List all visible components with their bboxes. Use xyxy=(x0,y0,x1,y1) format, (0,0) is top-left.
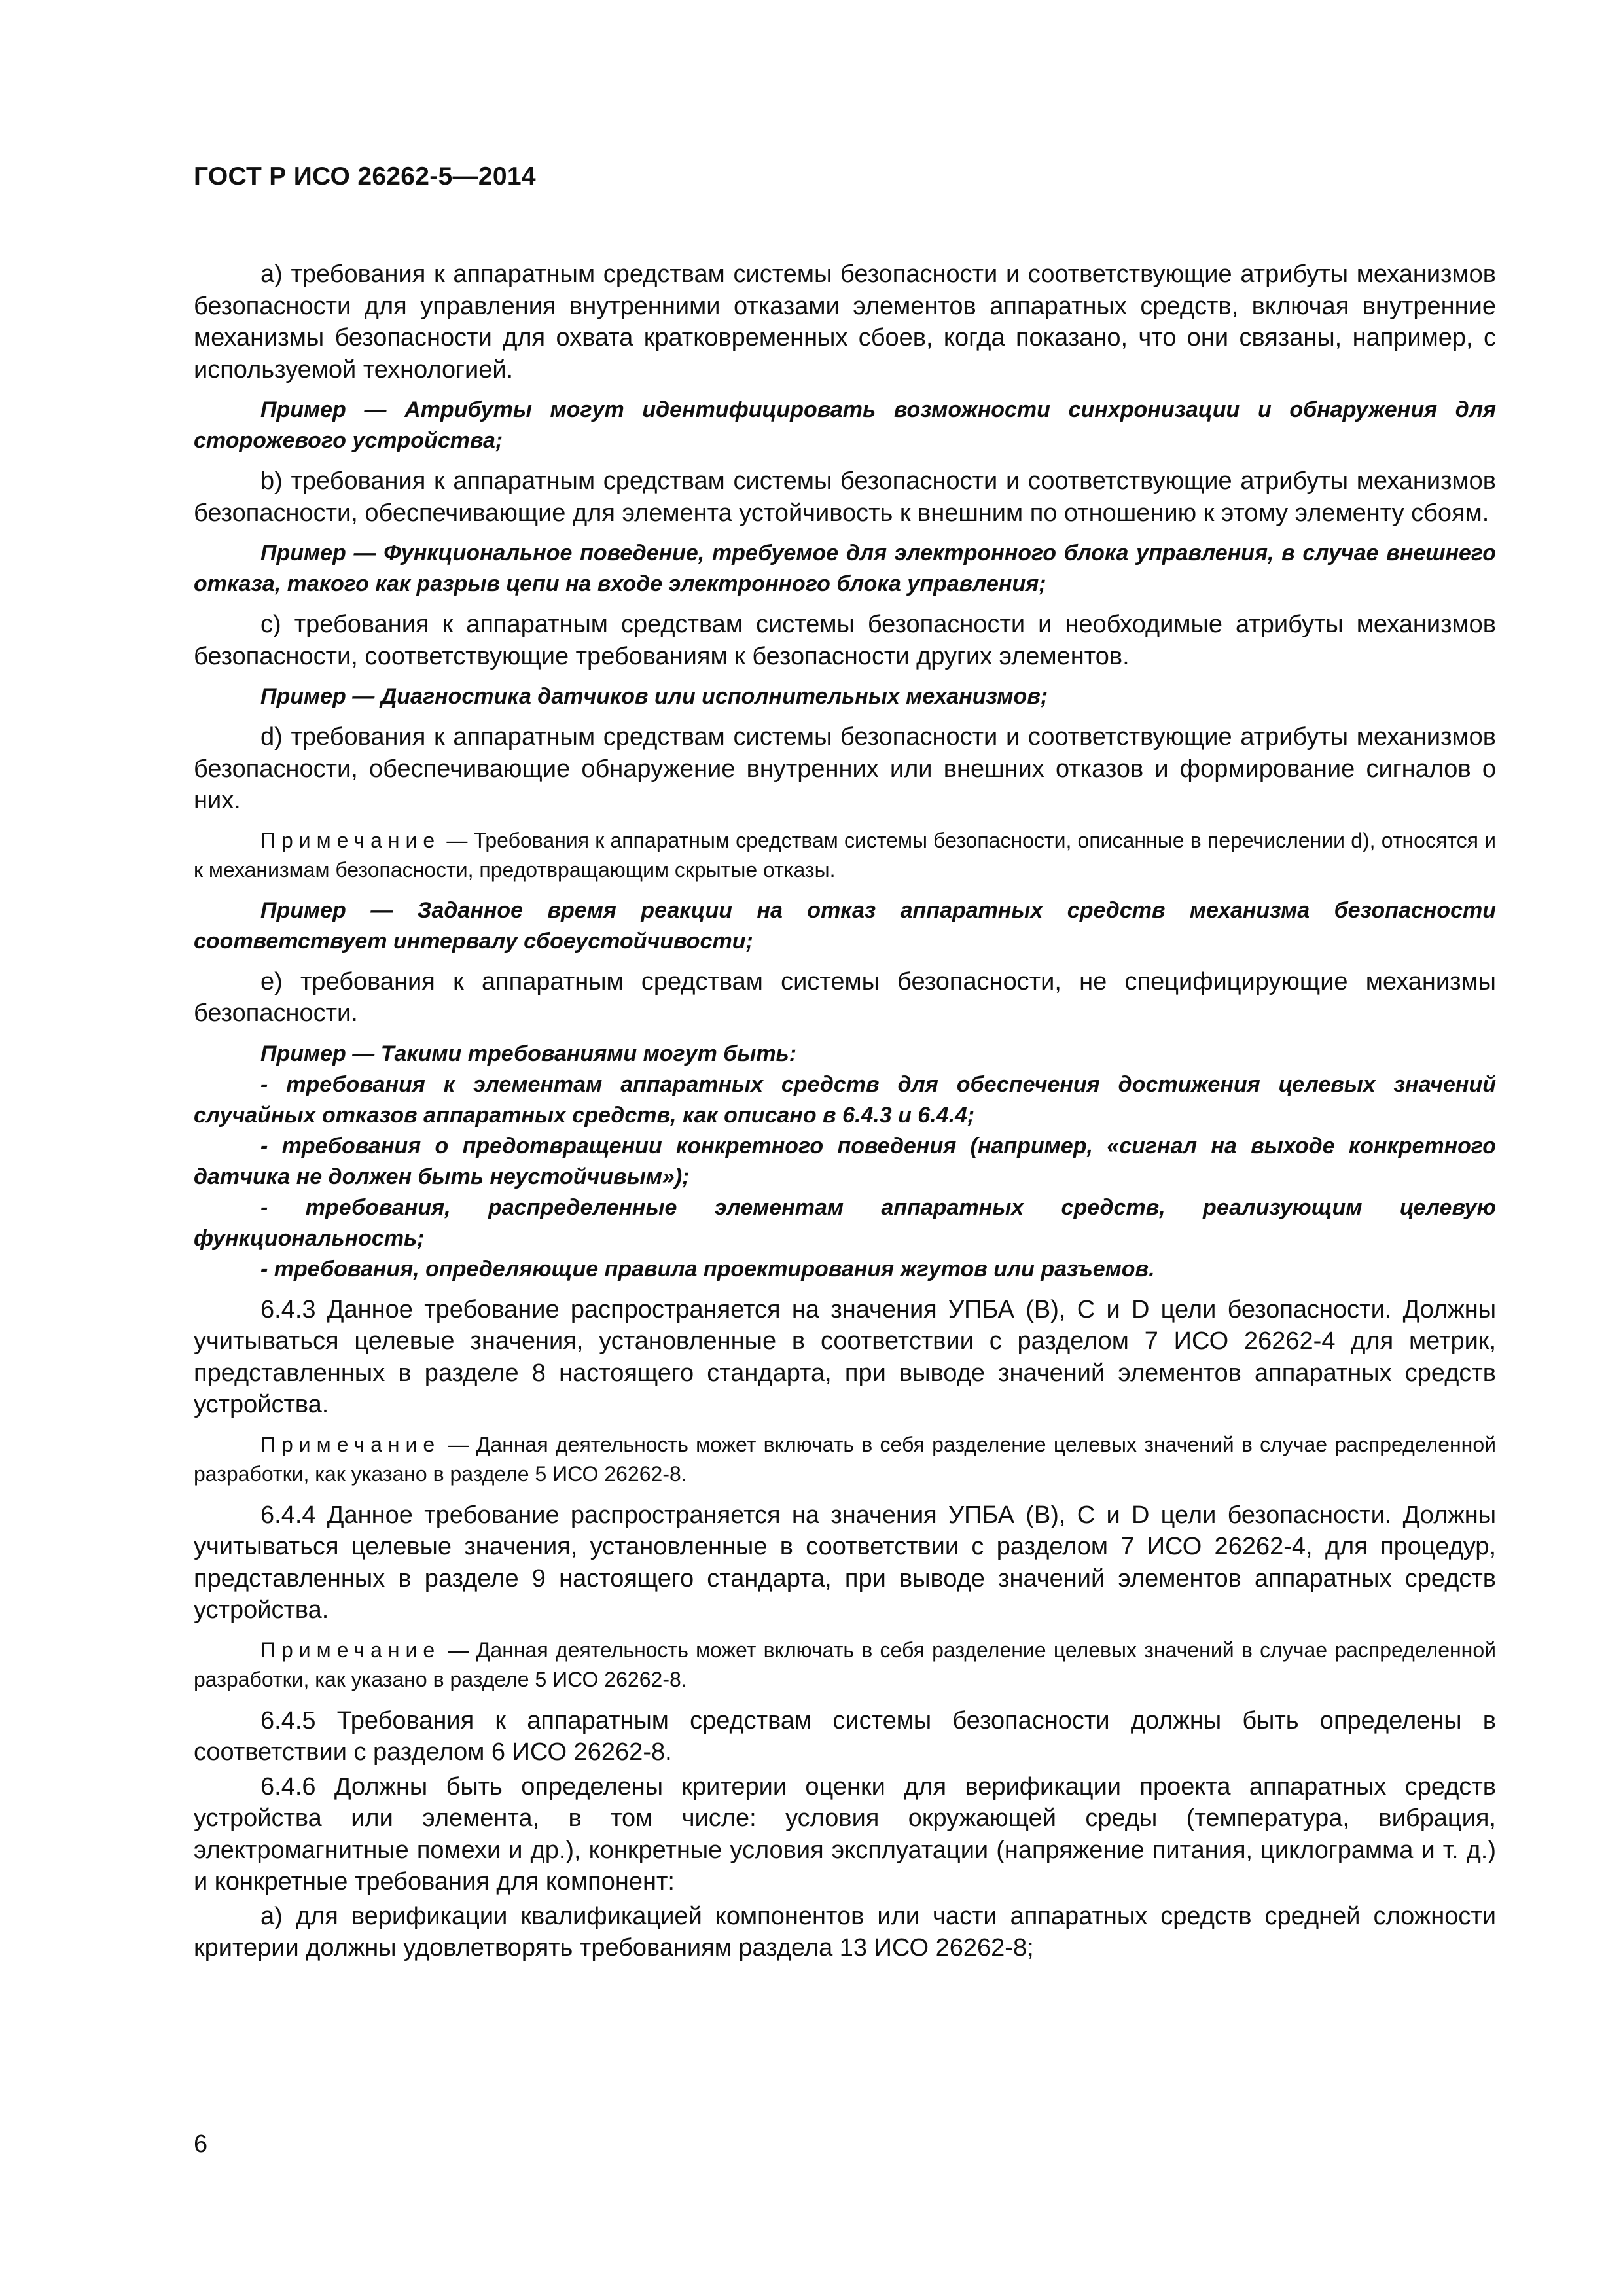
example-a: Пример — Атрибуты могут идентифицировать возможности синхронизации и обнаружения для сторожевого устройства; xyxy=(194,397,1496,453)
document-body xyxy=(194,259,1496,1973)
note-6-4-4 xyxy=(194,1636,1496,1695)
paragraph-b: b) требования к аппаратным средствам системы безопасности и соответствующие атрибуты механизмов безопасности, обеспечивающие для элемента устойчивость к внешним по отношению к этому элементу сбоям. xyxy=(194,467,1496,527)
example-e-item: - требования, определяющие правила проектирования жгутов или разъемов. xyxy=(260,1256,1155,1282)
note-text: — Требования к аппаратным средствам системы безопасности, описанные в перечислении d), относятся и к механизмам безопасности, предотвращающим скрытые отказы. xyxy=(194,828,1496,882)
document-header: ГОСТ Р ИСО 26262-5—2014 xyxy=(194,162,536,190)
note-text: — Данная деятельность может включать в себя разделение целевых значений в случае распределенной разработки, как указано в разделе 5 ИСО 26262-8. xyxy=(194,1432,1496,1486)
clause-6-4-5: 6.4.5 Требования к аппаратным средствам системы безопасности должны быть определены в соответствии с разделом 6 ИСО 26262-8. xyxy=(194,1706,1496,1766)
paragraph-c: c) требования к аппаратным средствам системы безопасности и необходимые атрибуты механизмов безопасности, соответствующие требованиям к безопасности других элементов. xyxy=(194,611,1496,670)
example-d: Пример — Заданное время реакции на отказ аппаратных средств механизма безопасности соответствует интервалу сбоеустойчивости; xyxy=(194,897,1496,954)
note-6-4-3 xyxy=(194,1430,1496,1489)
clause-6-4-6-item-a: а) для верификации квалификацией компонентов или части аппаратных средств средней сложности критерии должны удовлетворять требованиям раздела 13 ИСО 26262-8; xyxy=(194,1902,1496,1962)
example-e-item: - требования к элементам аппаратных средств для обеспечения достижения целевых значений случайных отказов аппаратных средств, как описано в 6.4.3 и 6.4.4; xyxy=(194,1071,1496,1128)
paragraph-d: d) требования к аппаратным средствам системы безопасности и соответствующие атрибуты механизмов безопасности, обеспечивающие обнаружение внутренних или внешних отказов и формирование сигналов о них. xyxy=(194,723,1496,814)
clause-6-4-3: 6.4.3 Данное требование распространяется на значения УПБА (B), C и D цели безопасности. Должны учитываться целевые значения, установленные в соответствии с разделом 7 ИСО 26262-4 для метрик, представленных в разделе 8 настоящего стандарта, при выводе значений элементов аппаратных средств устройства. xyxy=(194,1295,1496,1418)
example-e-title: Пример — Такими требованиями могут быть: xyxy=(260,1041,797,1066)
example-b: Пример — Функциональное поведение, требуемое для электронного блока управления, в случае внешнего отказа, такого как разрыв цепи на входе электронного блока управления; xyxy=(194,541,1496,596)
page-number: 6 xyxy=(194,2130,208,2158)
paragraph-a: а) требования к аппаратным средствам системы безопасности и соответствующие атрибуты механизмов безопасности для управления внутренними отказами элементов аппаратных средств, включая внутренние механизмы безопасности для охвата кратковременных сбоев, когда показано, что они связаны, например, с используемой технологией. xyxy=(194,260,1496,384)
note-label: Примечание xyxy=(260,1638,441,1662)
clause-6-4-6: 6.4.6 Должны быть определены критерии оценки для верификации проекта аппаратных средств устройства или элемента, в том числе: условия окружающей среды (температура, вибрация, электромагнитные помехи и др.), конкретные условия эксплуатации (напряжение питания, циклограмма и т. д.) и конкретные требования для компонент: xyxy=(194,1772,1496,1895)
note-text: — Данная деятельность может включать в себя разделение целевых значений в случае распределенной разработки, как указано в разделе 5 ИСО 26262-8. xyxy=(194,1638,1496,1691)
example-e-item: - требования, распределенные элементам аппаратных средств, реализующим целевую функциональность; xyxy=(194,1194,1496,1251)
clause-6-4-4: 6.4.4 Данное требование распространяется на значения УПБА (B), C и D цели безопасности. Должны учитываться целевые значения, установленные в соответствии с разделом 7 ИСО 26262-4, для процедур, представленных в разделе 9 настоящего стандарта, при выводе значений элементов аппаратных средств устройства. xyxy=(194,1501,1496,1624)
note-label: Примечание xyxy=(260,1432,441,1456)
note-d xyxy=(194,826,1496,885)
paragraph-e: e) требования к аппаратным средствам системы безопасности, не специфицирующие механизмы безопасности. xyxy=(194,967,1496,1027)
note-label: Примечание xyxy=(260,828,441,852)
example-c: Пример — Диагностика датчиков или исполнительных механизмов; xyxy=(260,684,1048,709)
example-e-item: - требования о предотвращении конкретного поведения (например, «сигнал на выходе конкретного датчика не должен быть неустойчивым»); xyxy=(194,1133,1496,1189)
